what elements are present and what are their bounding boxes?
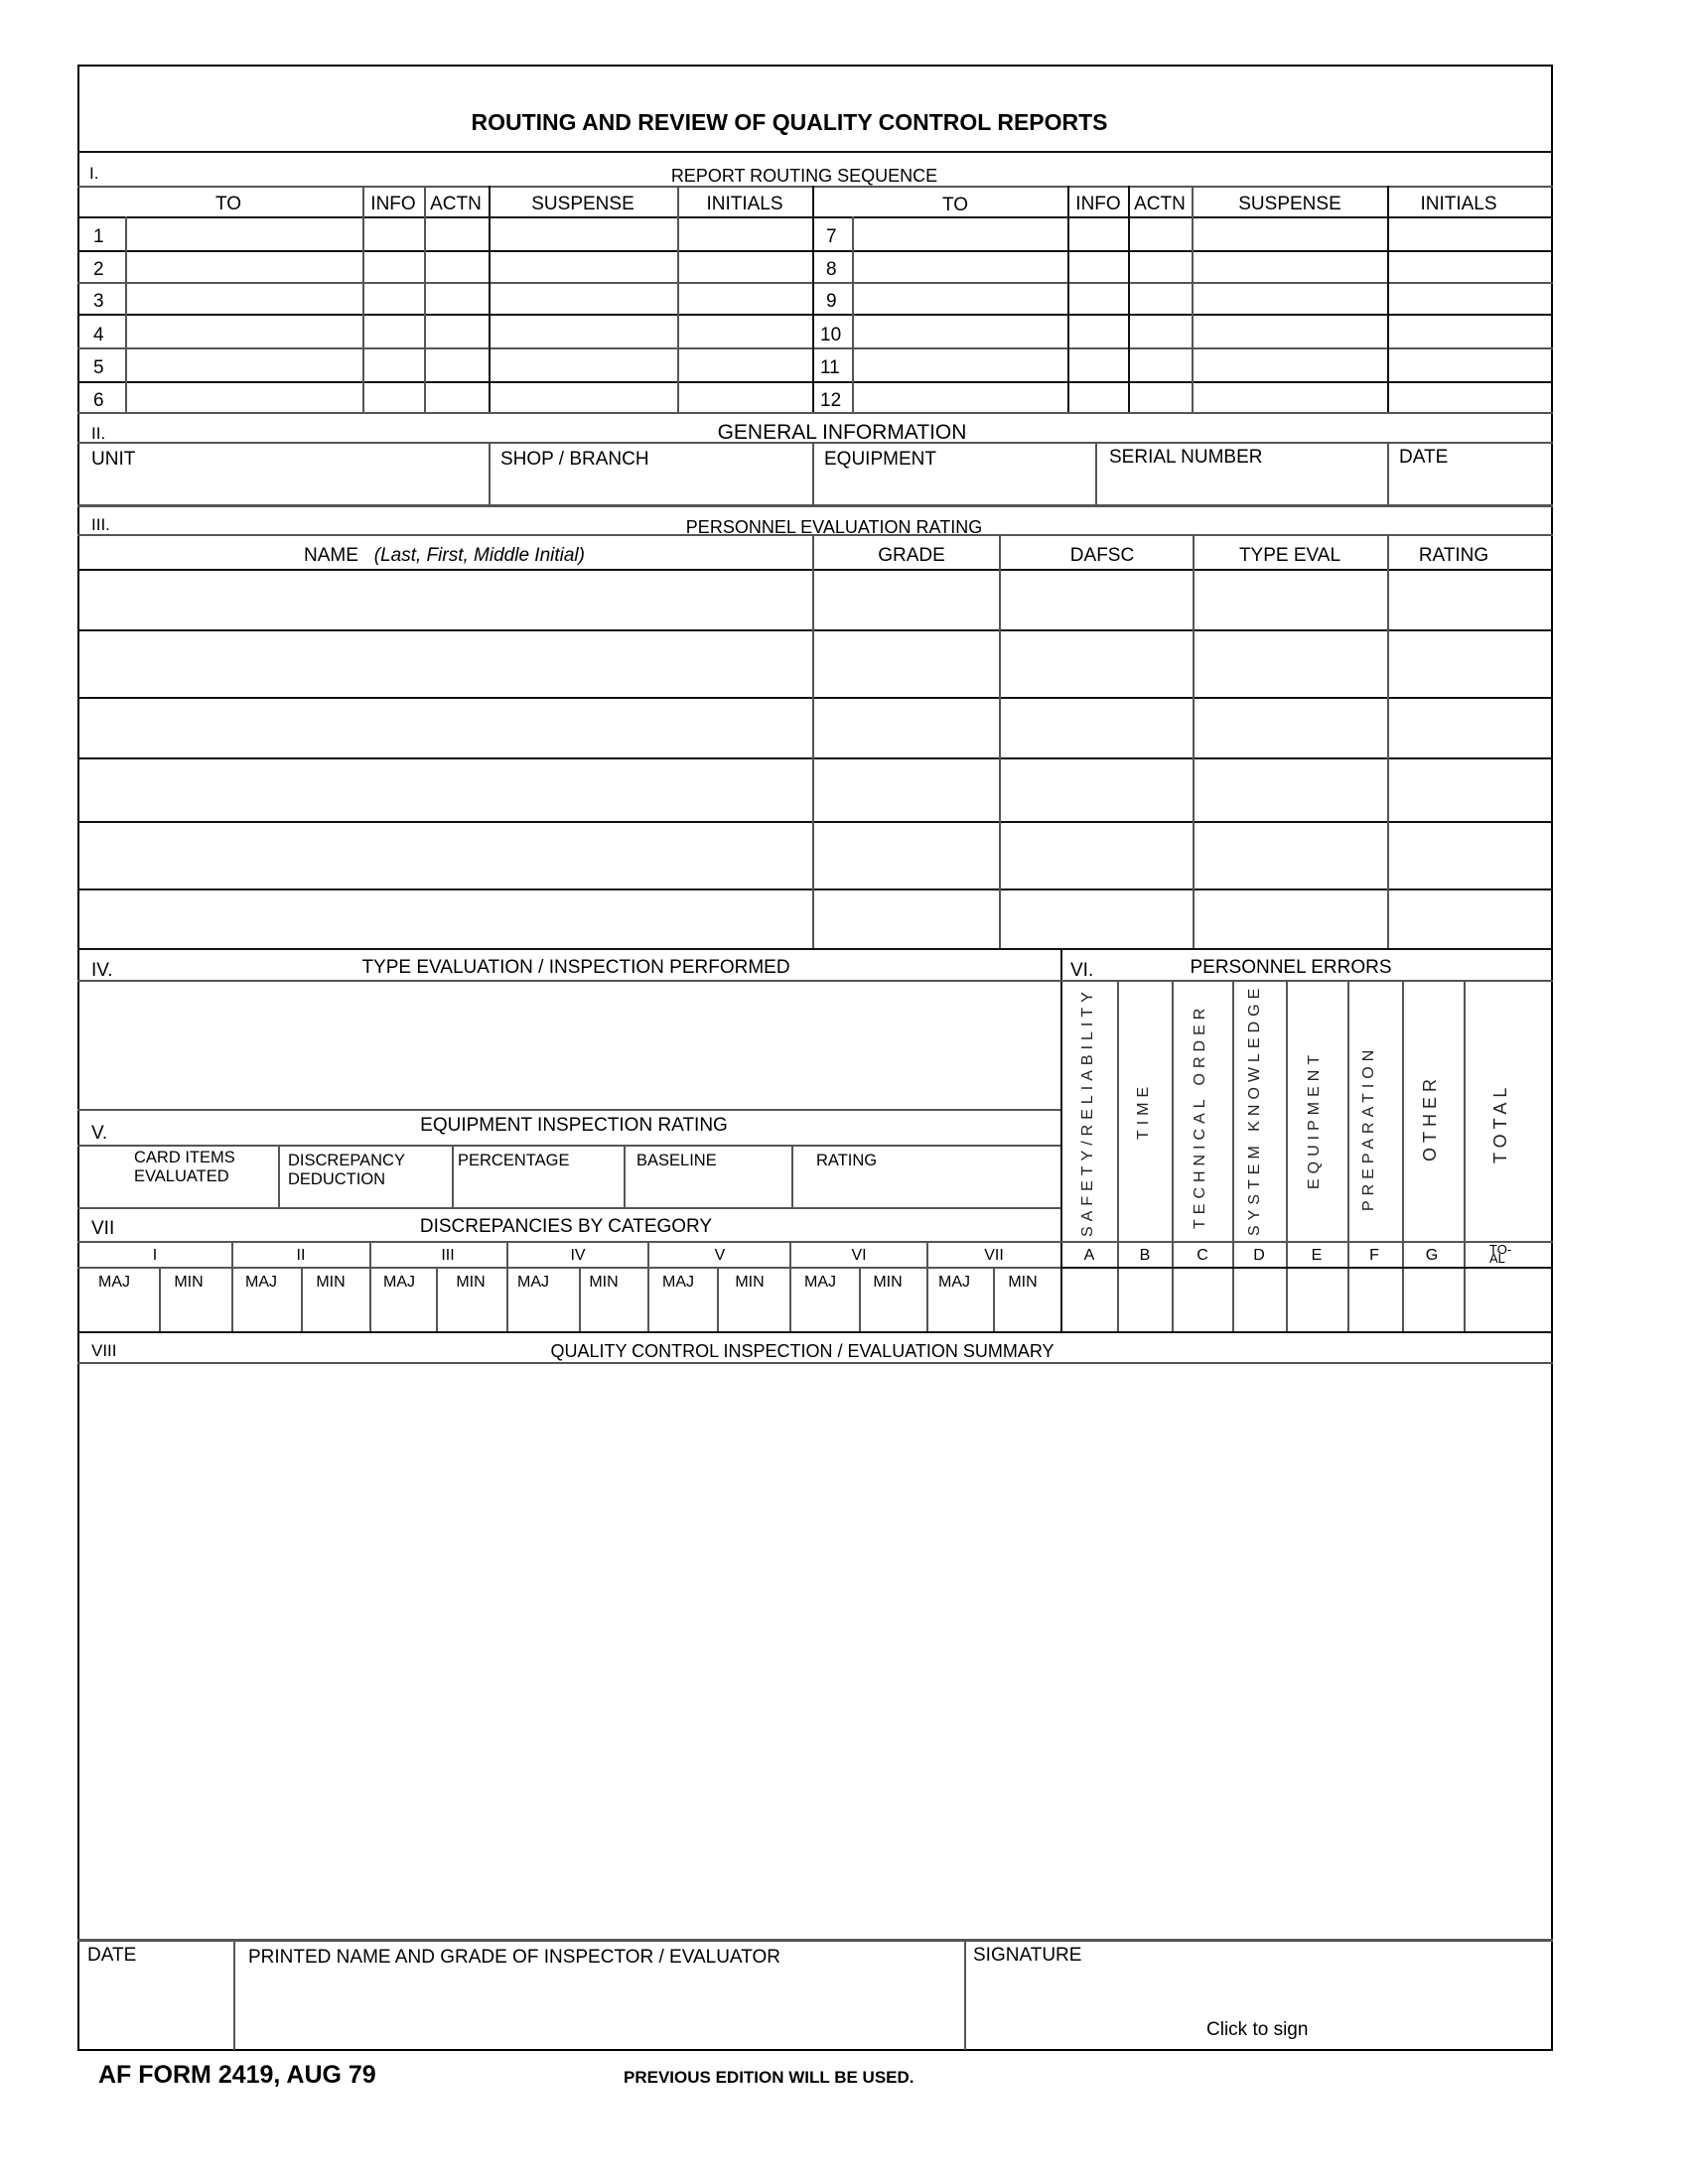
signature-label: SIGNATURE <box>973 1945 1082 1966</box>
divider <box>77 1331 1553 1333</box>
date-field[interactable] <box>1389 467 1550 502</box>
discrepancy-label-line2: DEDUCTION <box>288 1169 386 1188</box>
col-header-to: TO <box>214 194 242 214</box>
rating-column-header: RATING <box>1418 545 1489 566</box>
other-label: OTHER <box>1420 1074 1440 1161</box>
routing-row-number: 5 <box>93 357 104 378</box>
divider <box>964 1939 966 2050</box>
divider <box>1060 1241 1553 1243</box>
col-header-initials: INITIALS <box>706 194 783 214</box>
col-header-suspense: SUSPENSE <box>1238 194 1341 214</box>
discrepancy-label-line1: DISCREPANCY <box>288 1152 405 1169</box>
divider <box>77 1241 1060 1243</box>
system-knowledge-label: SYSTEM KNOWLEDGE <box>1246 983 1263 1236</box>
divider <box>77 534 1553 536</box>
section-7-number: VII <box>91 1218 115 1239</box>
discrepancies-input-area[interactable] <box>79 1291 1058 1329</box>
equipment-error-label: EQUIPMENT <box>1306 1049 1323 1189</box>
routing-table-input-area[interactable] <box>126 217 811 411</box>
min-label: MIN <box>316 1274 346 1291</box>
error-letter-d: D <box>1253 1247 1265 1264</box>
maj-label: MAJ <box>245 1274 277 1291</box>
section-5-title: EQUIPMENT INSPECTION RATING <box>420 1115 728 1136</box>
maj-label: MAJ <box>517 1274 549 1291</box>
equipment-field[interactable] <box>814 467 1093 502</box>
divider <box>77 186 1553 188</box>
section-2-title: GENERAL INFORMATION <box>717 421 967 444</box>
error-letter-c: C <box>1196 1247 1208 1264</box>
divider <box>77 151 1553 153</box>
name-column-header <box>304 546 585 565</box>
maj-label: MAJ <box>938 1274 970 1291</box>
maj-label: MAJ <box>383 1274 415 1291</box>
equipment-rating-input-area[interactable] <box>79 1181 1058 1205</box>
col-header-suspense: SUSPENSE <box>531 194 634 214</box>
serial-number-label: SERIAL NUMBER <box>1109 447 1263 468</box>
type-evaluation-field[interactable] <box>79 982 1058 1107</box>
percentage-label: PERCENTAGE <box>458 1152 570 1169</box>
rating-label: RATING <box>816 1152 878 1169</box>
form-title: ROUTING AND REVIEW OF QUALITY CONTROL REPORTS <box>471 109 1108 135</box>
category-label: I <box>152 1247 158 1264</box>
routing-row-number: 6 <box>93 390 104 411</box>
form-id: AF FORM 2419, AUG 79 <box>98 2061 376 2089</box>
printed-name-label: PRINTED NAME AND GRADE OF INSPECTOR / EVALUATOR <box>248 1947 780 1968</box>
divider <box>77 1939 1553 1942</box>
time-label: TIME <box>1135 1081 1152 1140</box>
routing-row-number: 12 <box>820 390 842 411</box>
divider <box>812 186 814 412</box>
name-hint: (Last, First, Middle Initial) <box>373 545 585 566</box>
error-letter-b: B <box>1139 1247 1151 1264</box>
personnel-errors-input-area[interactable] <box>1062 1269 1551 1329</box>
divider <box>77 948 1553 950</box>
min-label: MIN <box>174 1274 204 1291</box>
divider <box>77 1145 1060 1147</box>
min-label: MIN <box>589 1274 619 1291</box>
unit-label: UNIT <box>91 449 136 470</box>
section-7-title: DISCREPANCIES BY CATEGORY <box>419 1216 713 1237</box>
dafsc-column-header: DAFSC <box>1069 545 1135 566</box>
divider <box>77 412 1553 414</box>
technical-order-label: TECHNICAL ORDER <box>1192 1003 1208 1229</box>
section-1-number: I. <box>89 164 99 183</box>
maj-label: MAJ <box>662 1274 694 1291</box>
routing-table-input-area[interactable] <box>853 217 1551 411</box>
category-label: II <box>296 1247 306 1264</box>
routing-row-number: 9 <box>826 291 837 312</box>
edition-note: PREVIOUS EDITION WILL BE USED. <box>624 2068 914 2087</box>
section-1-title: REPORT ROUTING SEQUENCE <box>670 166 938 186</box>
signature-date-label: DATE <box>87 1945 137 1966</box>
error-letter-total: TO-AL <box>1489 1245 1512 1263</box>
routing-row-number: 3 <box>93 291 104 312</box>
error-letter-a: A <box>1083 1247 1095 1264</box>
col-header-initials: INITIALS <box>1420 194 1497 214</box>
routing-row-number: 10 <box>820 325 842 345</box>
printed-name-field[interactable] <box>235 1971 962 2048</box>
section-4-title: TYPE EVALUATION / INSPECTION PERFORMED <box>361 957 790 978</box>
section-6-title: PERSONNEL ERRORS <box>1190 957 1392 978</box>
name-label: NAME <box>304 545 358 566</box>
section-8-number: VIII <box>91 1341 117 1360</box>
date-label: DATE <box>1399 447 1449 468</box>
min-label: MIN <box>873 1274 903 1291</box>
min-label: MIN <box>456 1274 486 1291</box>
error-letter-g: G <box>1425 1247 1439 1264</box>
section-4-number: IV. <box>91 960 113 981</box>
routing-row-number: 11 <box>820 357 840 378</box>
routing-row-number: 4 <box>93 325 104 345</box>
personnel-rating-input-area[interactable] <box>79 571 1551 946</box>
card-items-label-line2: EVALUATED <box>134 1166 229 1185</box>
section-2-number: II. <box>91 424 106 443</box>
divider <box>77 1267 1060 1269</box>
section-5-number: V. <box>91 1123 108 1144</box>
col-header-to: TO <box>941 195 969 215</box>
category-label: III <box>441 1247 455 1264</box>
maj-label: MAJ <box>804 1274 836 1291</box>
col-header-info: INFO <box>1075 194 1121 214</box>
routing-row-number: 2 <box>93 259 104 280</box>
grade-column-header: GRADE <box>878 545 945 566</box>
col-header-actn: ACTN <box>1134 194 1186 214</box>
category-label: IV <box>570 1247 586 1264</box>
min-label: MIN <box>735 1274 765 1291</box>
routing-row-number: 7 <box>826 226 837 247</box>
divider <box>77 442 1553 444</box>
category-label: VI <box>851 1247 867 1264</box>
unit-field[interactable] <box>79 467 487 502</box>
col-header-actn: ACTN <box>430 194 482 214</box>
section-3-number: III. <box>91 515 110 534</box>
divider <box>1060 980 1553 982</box>
category-label: V <box>714 1247 726 1264</box>
shop-branch-field[interactable] <box>491 467 810 502</box>
serial-number-field[interactable] <box>1097 467 1385 502</box>
error-letter-f: F <box>1369 1247 1379 1264</box>
type-eval-column-header: TYPE EVAL <box>1238 545 1341 566</box>
preparation-label: PREPARATION <box>1360 1044 1377 1211</box>
signature-date-field[interactable] <box>79 1971 231 2048</box>
equipment-label: EQUIPMENT <box>824 449 936 470</box>
summary-textarea[interactable] <box>79 1364 1551 1937</box>
shop-branch-label: SHOP / BRANCH <box>500 449 649 470</box>
section-3-title: PERSONNEL EVALUATION RATING <box>685 517 983 537</box>
card-items-label-line1: CARD ITEMS <box>134 1149 235 1166</box>
section-8-title: QUALITY CONTROL INSPECTION / EVALUATION SUMMARY <box>550 1341 1055 1361</box>
safety-reliability-label: SAFETY/RELIABILITY <box>1079 987 1096 1237</box>
routing-row-number: 8 <box>826 259 837 280</box>
baseline-label: BASELINE <box>636 1152 717 1169</box>
section-6-number: VI. <box>1070 960 1094 981</box>
maj-label: MAJ <box>98 1274 130 1291</box>
col-header-info: INFO <box>370 194 416 214</box>
total-label: TOTAL <box>1490 1082 1510 1163</box>
divider <box>77 1207 1060 1209</box>
divider <box>77 1109 1060 1111</box>
routing-row-number: 1 <box>93 226 104 247</box>
category-label: VII <box>984 1247 1004 1264</box>
divider <box>77 504 1553 507</box>
click-to-sign-button[interactable]: Click to sign <box>1206 2019 1309 2040</box>
min-label: MIN <box>1008 1274 1038 1291</box>
error-letter-e: E <box>1311 1247 1323 1264</box>
